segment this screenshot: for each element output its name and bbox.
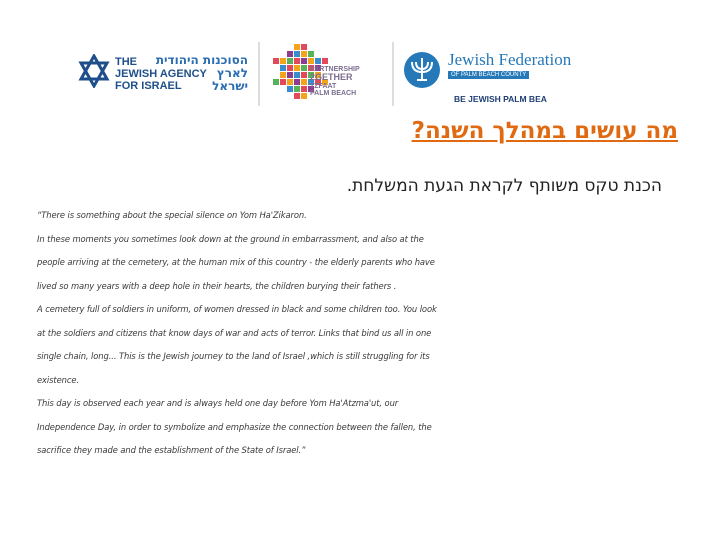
- fed-line2: OF PALM BEACH COUNTY: [448, 71, 529, 79]
- logo-divider: [258, 42, 260, 106]
- ja-line1: THE: [115, 56, 137, 68]
- ja-heb3: ישראל: [212, 79, 248, 93]
- quote-line: In these moments you sometimes look down at the ground in embarrassment, and also at the: [37, 233, 424, 244]
- p2g-line3: TZFAAT: [310, 83, 337, 90]
- partnership-logo: [270, 42, 380, 106]
- quote-line: lived so many years with a deep hole in their hearts, the children burying their fathers .: [37, 280, 397, 291]
- menorah-circle-icon: [402, 50, 442, 90]
- quote-line: “There is something about the special silence on Yom Ha'Zikaron.: [37, 210, 307, 220]
- quote-line: Independence Day, in order to symbolize and emphasize the connection between the fallen, the: [37, 421, 432, 432]
- jewish-agency-logo: [78, 42, 248, 102]
- ja-heb1: הסוכנות היהודית: [155, 53, 248, 67]
- fed-tagline: BE JEWISH PALM BEA: [454, 94, 547, 104]
- quote-line: This day is observed each year and is always held one day before Yom Ha'Atzma'ut, our: [37, 398, 399, 408]
- ja-heb2: לארץ: [216, 66, 248, 80]
- page-subheading: הכנת טקס משותף לקראת הגעת המשלחת.: [346, 176, 662, 196]
- quote-line: A cemetery full of soldiers in uniform, of women dressed in black and some children too. You look: [37, 304, 437, 314]
- fed-line1: Jewish Federation: [448, 50, 572, 69]
- quote-body: [37, 204, 497, 463]
- quote-line: at the soldiers and citizens that know days of war and acts of terror. Links that bind us all in one: [37, 327, 432, 338]
- ja-line3: FOR ISRAEL: [115, 80, 182, 92]
- p2g-line1: PARTNERSHIP: [310, 66, 360, 73]
- quote-line: people arriving at the cemetery, at the human mix of this country - the elderly parents who have: [37, 257, 435, 267]
- p2g-line4: PALM BEACH: [310, 90, 357, 97]
- logo-divider: [392, 42, 394, 106]
- quote-line: sacrifice they made and the establishment of the State of Israel.”: [37, 445, 306, 455]
- quote-line: single chain, long... This is the Jewish journey to the land of Israel ,which is still struggling for its: [37, 351, 430, 361]
- quote-line: existence.: [37, 374, 79, 385]
- page-heading: מה עושים במהלך השנה?: [411, 118, 678, 144]
- logo-bar: [0, 28, 720, 110]
- federation-logo: [402, 42, 720, 112]
- p2g-line2: 2GETHER: [310, 72, 353, 82]
- star-of-david-icon: [78, 54, 110, 88]
- ja-line2: JEWISH AGENCY: [115, 68, 207, 80]
